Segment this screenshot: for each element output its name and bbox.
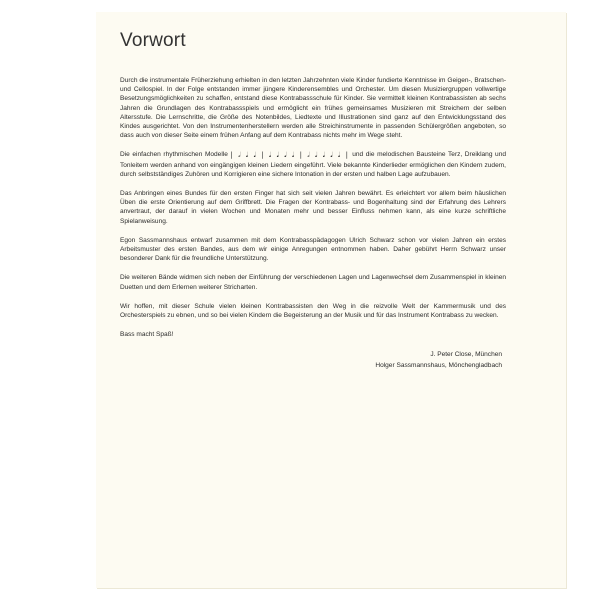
signature-block <box>120 349 506 371</box>
book-page <box>96 12 566 588</box>
paragraph-acknowledgement: Egon Sassmannshaus entwarf zusammen mit dem Kontrabasspädagogen Ulrich Schwarz schon vor vielen Jahren ein erstes Arbeitsmuster des ersten Bandes, aus dem wir einige Anregungen entnommen haben. Daher gebührt Herrn Schwarz unser besonderer Dank für die freundliche Unterstützung. <box>120 236 506 263</box>
page-title: Vorwort <box>120 30 186 51</box>
page-content <box>120 30 506 371</box>
paragraph-intro: Durch die instrumentale Früherziehung erhielten in den letzten Jahrzehnten viele Kinder fundierte Kenntnisse im Geigen-, Bratschen- und Cellospiel. In der Folge entstanden immer jüngere Kinderensembles und Orchester. Um diesen Musiziergruppen vollwertige Besetzungsmöglichkeiten zu schaffen, entstand diese Kontrabassschule für Kinder. Sie vermittelt kleinen Kontrabassisten ab sechs Jahren die Grundlagen des Kontrabassspiels und ermöglicht ein frühes gemeinsames Musizieren mit Streichern der selben Altersstufe. Die Lernschritte, die Größe des Notenbildes, Liedtexte und Illustrationen sind ganz auf den Entwicklungsstand des Kindes ausgerichtet. Von den Instrumentenherstellern werden alle Streichinstrumente in passenden Schülergrößen angeboten, so dass auch von dieser Seite einem frühen Anfang auf dem Kontrabass nichts mehr im Wege steht. <box>120 77 506 140</box>
paragraph-rhythm-end: und die melodischen Bausteine Terz, Dreiklang und Tonleitern werden anhand von eingängigen kleinen Liedern eingeführt. Viele bekannte Kinderlieder ermöglichen den Kindern zudem, durch selbstständiges Zuhören und Korrigieren eine sichere Intonation in der ersten und halben Lage aufzubauen. <box>120 151 506 178</box>
paragraph-fret: Das Anbringen eines Bundes für den ersten Finger hat sich seit vielen Jahren bewährt. Es erleichtert vor allem beim häuslichen Üben die erste Orientierung auf dem Griffbrett. Die Fragen der Kontrabass- und Bogenhaltung sind der Erfahrung des Lehrers anvertraut, der darauf in vielen Wochen und Monaten mehr und besser Einfluss nehmen kann, als eine kurze schriftliche Spielanweisung. <box>120 190 506 225</box>
signature-line: J. Peter Close, München <box>430 351 502 359</box>
paragraph-rhythm-start: Die einfachen rhythmischen Modelle <box>120 151 228 159</box>
paragraph-rhythm <box>120 150 506 179</box>
signature-line: Holger Sassmannshaus, Mönchengladbach <box>375 362 502 370</box>
rhythm-notation: | 𝅗𝅥 𝅘𝅥 𝅘𝅥 | 𝅘𝅥 𝅘𝅥 𝅘𝅥 𝅘𝅥 | 𝅗𝅥 𝅘𝅥 𝅘𝅥 𝅘𝅥 𝅘𝅥 | <box>230 151 350 160</box>
paragraph-closing: Bass macht Spaß! <box>120 331 174 339</box>
paragraph-hope: Wir hoffen, mit dieser Schule vielen kleinen Kontrabassisten den Weg in die reizvolle Welt der Kammermusik und des Orchesterspiels zu ebnen, und so bei vielen Kindern die Begeisterung an der Musik und für das Instrument Kontrabass zu wecken. <box>120 302 506 320</box>
paragraph-further-volumes: Die weiteren Bände widmen sich neben der Einführung der verschiedenen Lagen und Lagenwechsel dem Zusammenspiel in kleinen Duetten und dem Erlernen weiterer Stricharten. <box>120 274 506 291</box>
